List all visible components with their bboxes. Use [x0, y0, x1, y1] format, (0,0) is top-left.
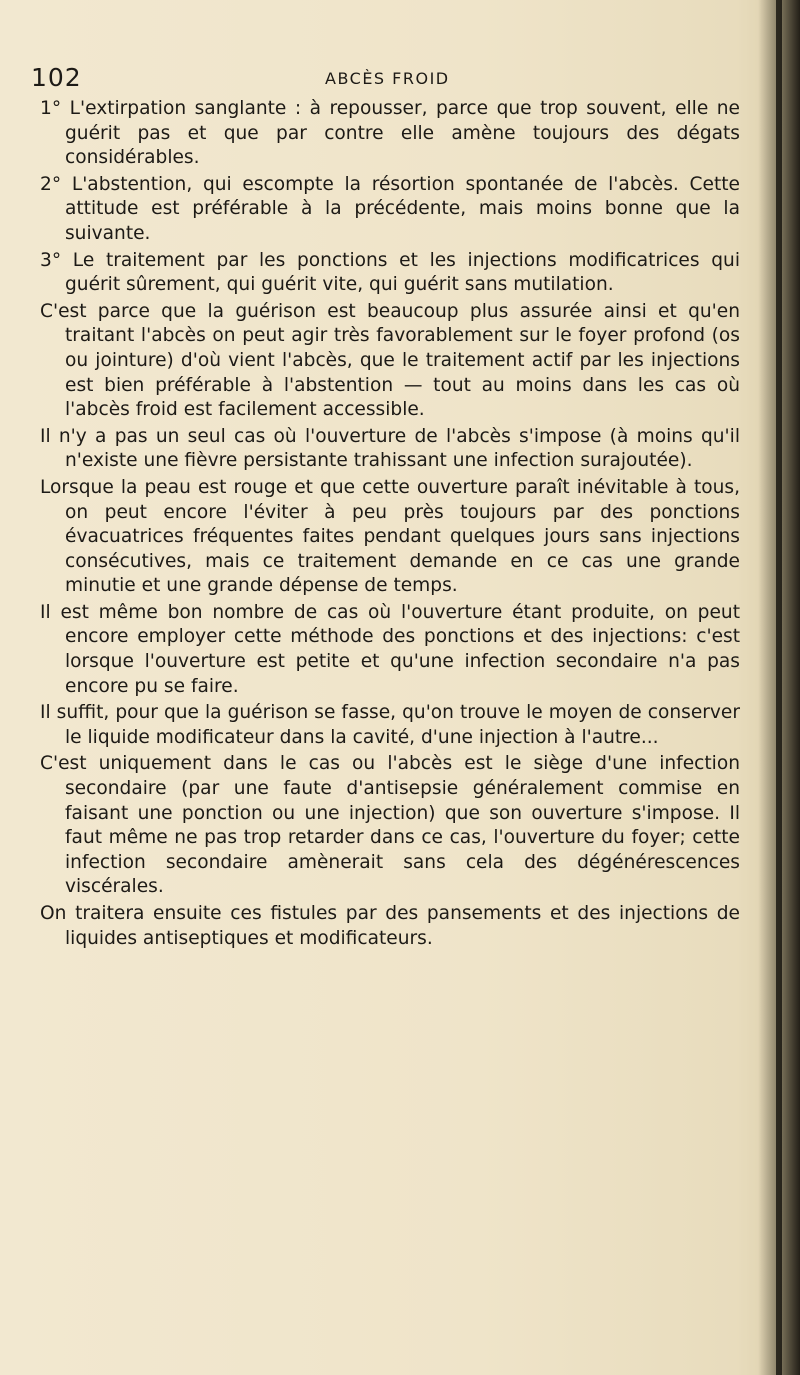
- paragraph: 3° Le traitement par les ponctions et les injections modificatrices qui guérit sûrement, qui guérit vite, qui guérit sans mutilation.: [40, 249, 740, 296]
- running-title: ABCÈS FROID: [325, 69, 450, 88]
- paragraph: Il suffit, pour que la guérison se fasse, qu'on trouve le moyen de conserver le liquide modificateur dans la cavité, d'une injection à l'autre...: [40, 702, 740, 748]
- paragraph: Lorsque la peau est rouge et que cette ouverture paraît inévitable à tous, on peut encore l'éviter à peu près toujours par des ponctions évacuatrices fréquentes faites pendant quelques jours sans injections consécutives, mais ce traitement demande en ce cas une grande minutie et une grande dépense de temps.: [40, 476, 740, 597]
- paragraph: Il n'y a pas un seul cas où l'ouverture de l'abcès s'impose (à moins qu'il n'existe une fièvre persistante trahissant une infection surajoutée).: [40, 425, 740, 472]
- paragraph: On traitera ensuite ces fistules par des pansements et des injections de liquides antiseptiques et modificateurs.: [40, 903, 740, 949]
- paragraph: Il est même bon nombre de cas où l'ouverture étant produite, on peut encore employer cette méthode des ponctions et des injections: c'est lorsque l'ouverture est petite et qu'une infection secondaire n'a pas encore pu se faire.: [40, 601, 740, 697]
- paragraph: C'est uniquement dans le cas ou l'abcès est le siège d'une infection secondaire (par une faute d'antisepsie généralement commise en faisant une ponction ou une injection) que son ouverture s'impose. Il faut même ne pas trop retarder dans ce cas, l'ouverture du foyer; cette infection secondaire amènerait sans cela des dégénérescences viscérales.: [40, 753, 740, 898]
- paragraph: 2° L'abstention, qui escompte la résortion spontanée de l'abcès. Cette attitude est préférable à la précédente, mais moins bonne que la suivante.: [40, 173, 740, 244]
- binding-edge: [776, 0, 782, 1375]
- page-number: 102: [31, 63, 82, 92]
- body-text: [40, 97, 740, 953]
- paragraph: C'est parce que la guérison est beaucoup plus assurée ainsi et qu'en traitant l'abcès on peut agir très favorablement sur le foyer profond (os ou jointure) d'où vient l'abcès, que le traitement actif par les injections est bien préférable à l'abstention — tout au moins dans les cas où l'abcès froid est facilement accessible.: [40, 300, 740, 421]
- paragraph: 1° L'extirpation sanglante : à repousser, parce que trop souvent, elle ne guérit pas et que par contre elle amène toujours des dégats considérables.: [40, 98, 740, 169]
